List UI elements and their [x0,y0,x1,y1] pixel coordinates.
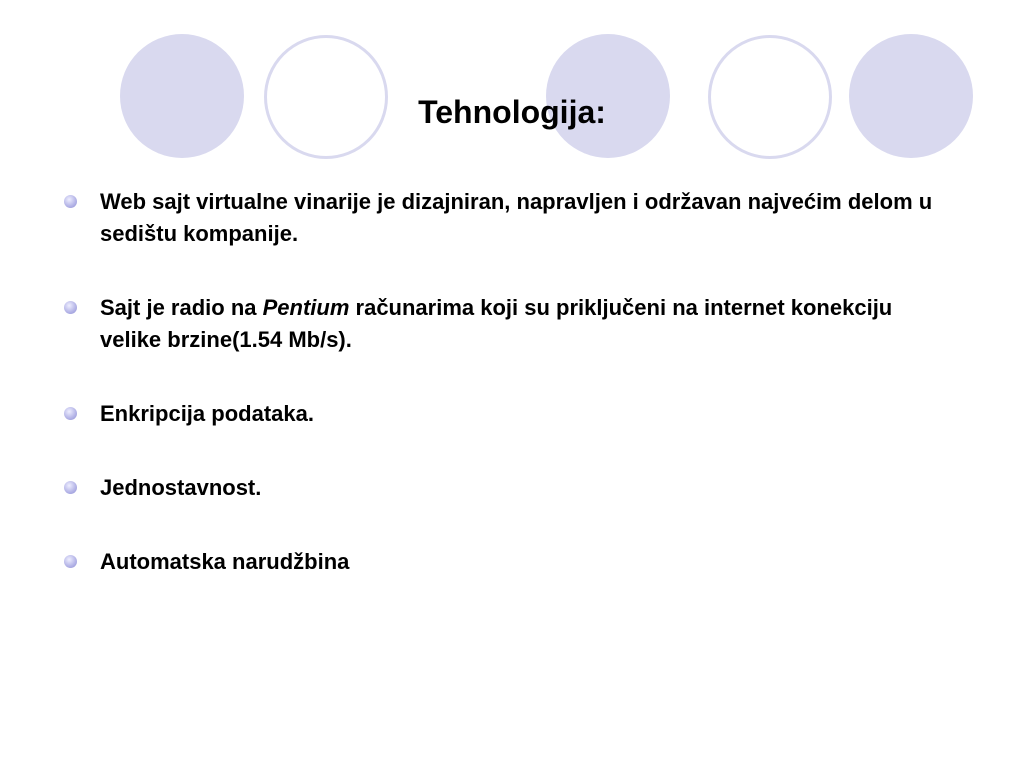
bullet-text: Jednostavnost. [100,475,262,500]
bullet-text: Sajt je radio na Pentium računarima koji su priključeni na internet konekciju velike brzine(1.54 Mb/s). [100,295,893,352]
bullet-list [62,186,942,620]
bullet-item [62,472,942,504]
bullet-text: Automatska narudžbina [100,549,350,574]
bullet-item [62,398,942,430]
bullet-marker-icon [64,301,77,314]
bullet-text: Enkripcija podataka. [100,401,314,426]
slide-title-container [0,92,1024,132]
bullet-item [62,546,942,578]
bullet-marker-icon [64,195,77,208]
bullet-text: Web sajt virtualne vinarije je dizajniran, napravljen i održavan najvećim delom u sedištu kompanije. [100,189,933,246]
bullet-marker-icon [64,407,77,420]
slide-title: Tehnologija: [418,94,606,130]
bullet-item [62,186,942,250]
bullet-marker-icon [64,481,77,494]
bullet-item [62,292,942,356]
bullet-marker-icon [64,555,77,568]
